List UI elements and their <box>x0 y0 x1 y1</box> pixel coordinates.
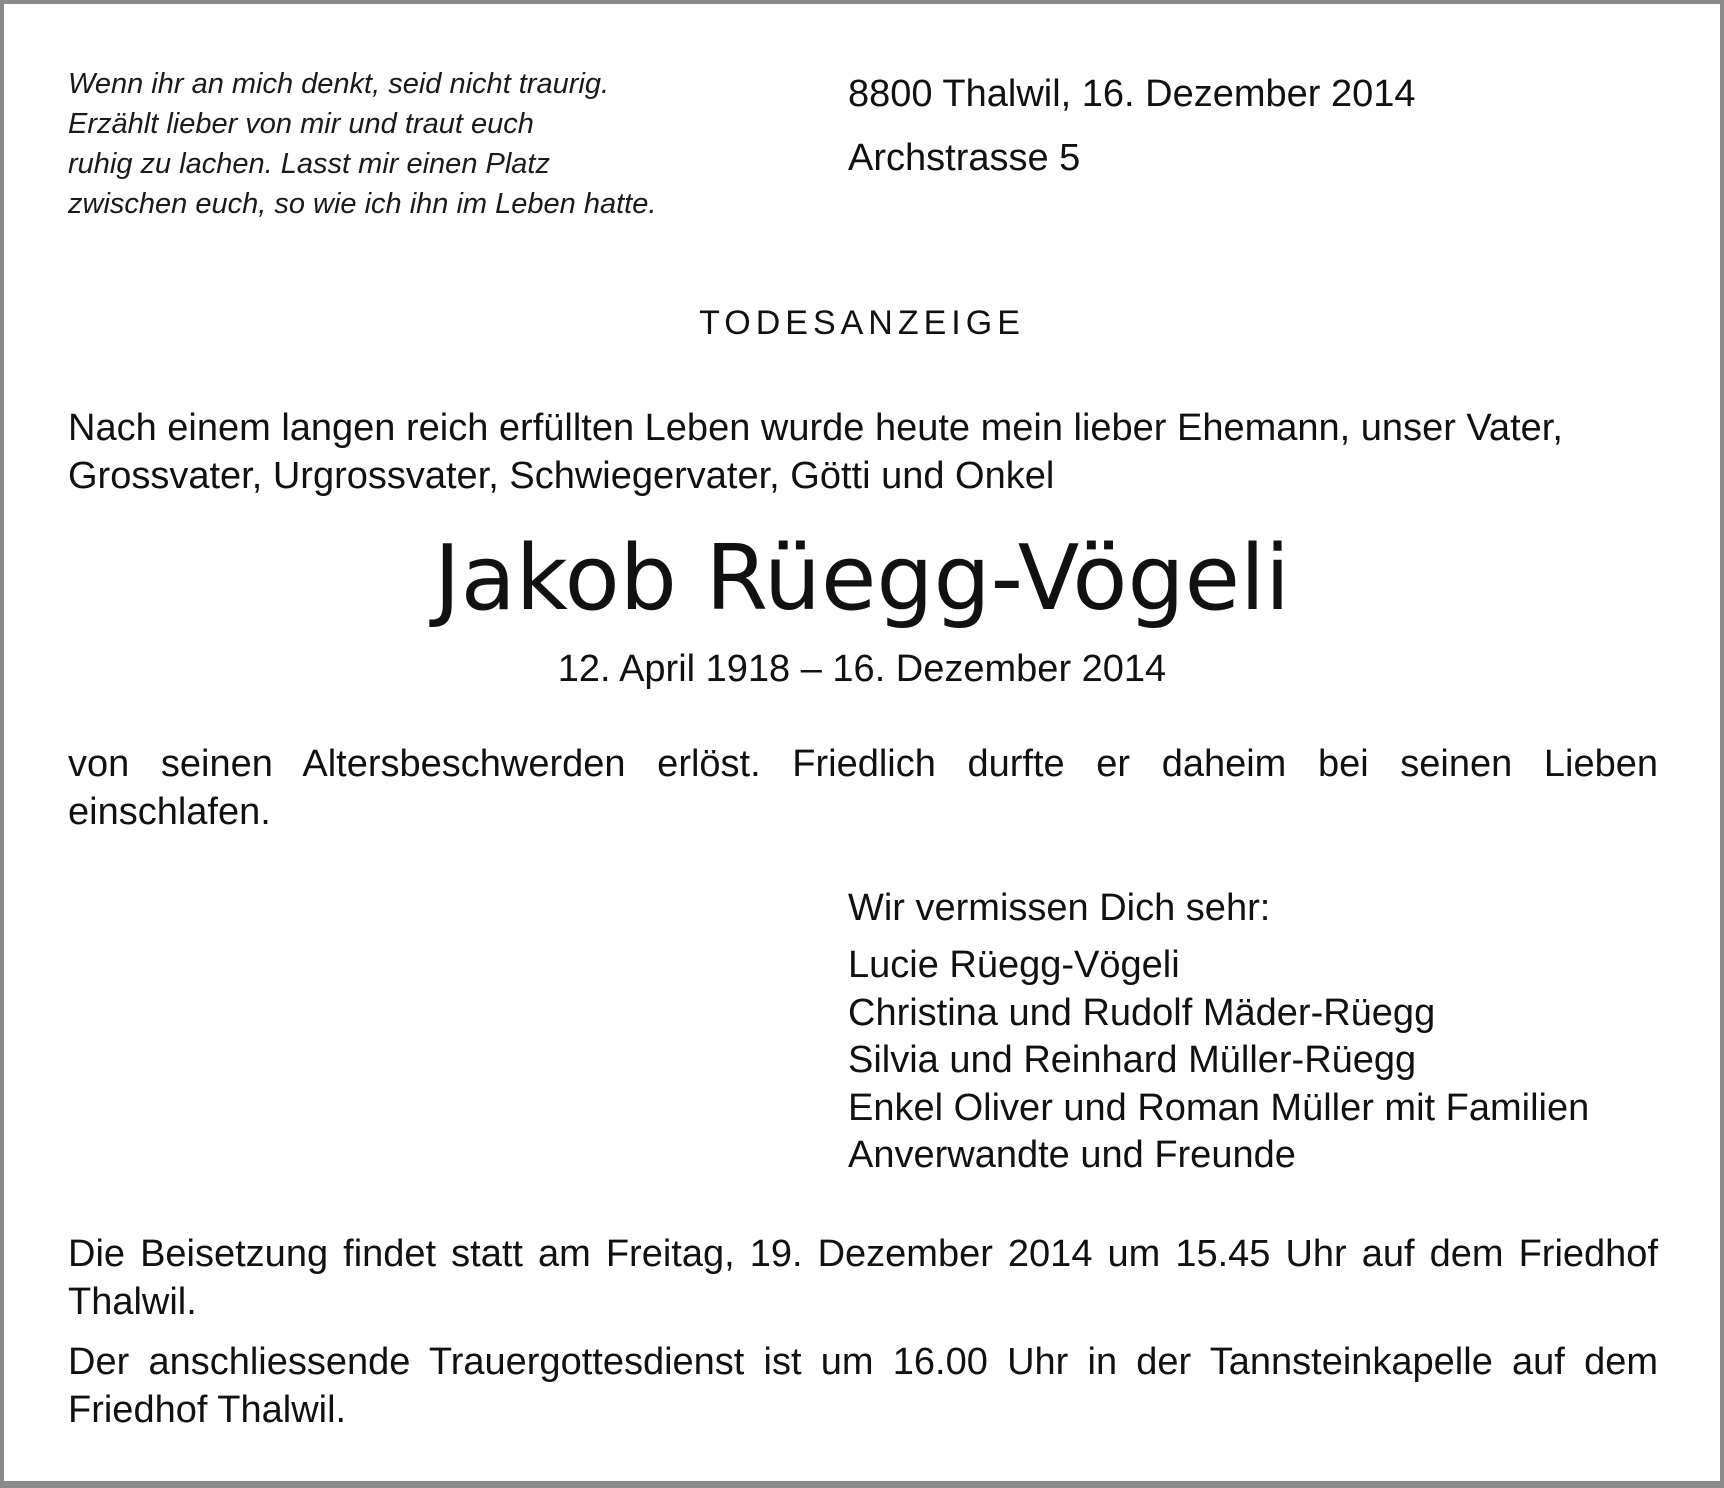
intro-line: Grossvater, Urgrossvater, Schwiegervater, Götti und Onkel <box>68 455 1055 497</box>
quote-line: Wenn ihr an mich denkt, seid nicht traurig. <box>68 68 610 100</box>
street-address: Archstrasse 5 <box>848 137 1081 179</box>
mourner-entry: Enkel Oliver und Roman Müller mit Familien <box>848 1086 1590 1129</box>
quote-line: zwischen euch, so wie ich ihn im Leben hatte. <box>68 188 657 220</box>
notice-heading: TODESANZEIGE <box>699 304 1025 342</box>
mourner-entry: Silvia und Reinhard Müller-Rüegg <box>848 1039 1417 1081</box>
mourner-entry: Christina und Rudolf Mäder-Rüegg <box>848 991 1436 1034</box>
quote-line: ruhig zu lachen. Lasst mir einen Platz <box>68 148 550 180</box>
life-dates: 12. April 1918 – 16. Dezember 2014 <box>557 648 1167 690</box>
place-date-line: 8800 Thalwil, 16. Dezember 2014 <box>848 73 1416 115</box>
service-paragraph: Der anschliessende Trauergottesdienst ist um 16.00 Uhr in der Tannsteinkapelle auf dem Friedhof Thalwil. <box>68 1341 1658 1431</box>
funeral-paragraph: Die Beisetzung findet statt am Freitag, 19. Dezember 2014 um 15.45 Uhr auf dem Friedhof Thalwil. <box>68 1233 1658 1323</box>
mourners-list <box>848 884 1589 1180</box>
quote-line: Erzählt lieber von mir und traut euch <box>68 108 534 140</box>
intro-line: Nach einem langen reich erfüllten Leben wurde heute mein lieber Ehemann, unser Vater, <box>68 407 1563 449</box>
relief-paragraph: von seinen Altersbeschwerden erlöst. Friedlich durfte er daheim bei seinen Lieben einschlafen. <box>68 743 1658 833</box>
intro-paragraph <box>68 404 1668 500</box>
mourner-entry: Anverwandte und Freunde <box>848 1134 1296 1176</box>
mourners-lead: Wir vermissen Dich sehr: <box>848 887 1271 929</box>
deceased-name: Jakob Rüegg-Vögeli <box>434 526 1290 631</box>
place-and-date <box>848 62 1416 190</box>
mourner-entry: Lucie Rüegg-Vögeli <box>848 944 1180 986</box>
memorial-quote <box>68 64 768 224</box>
mourners-names <box>848 942 1589 1180</box>
